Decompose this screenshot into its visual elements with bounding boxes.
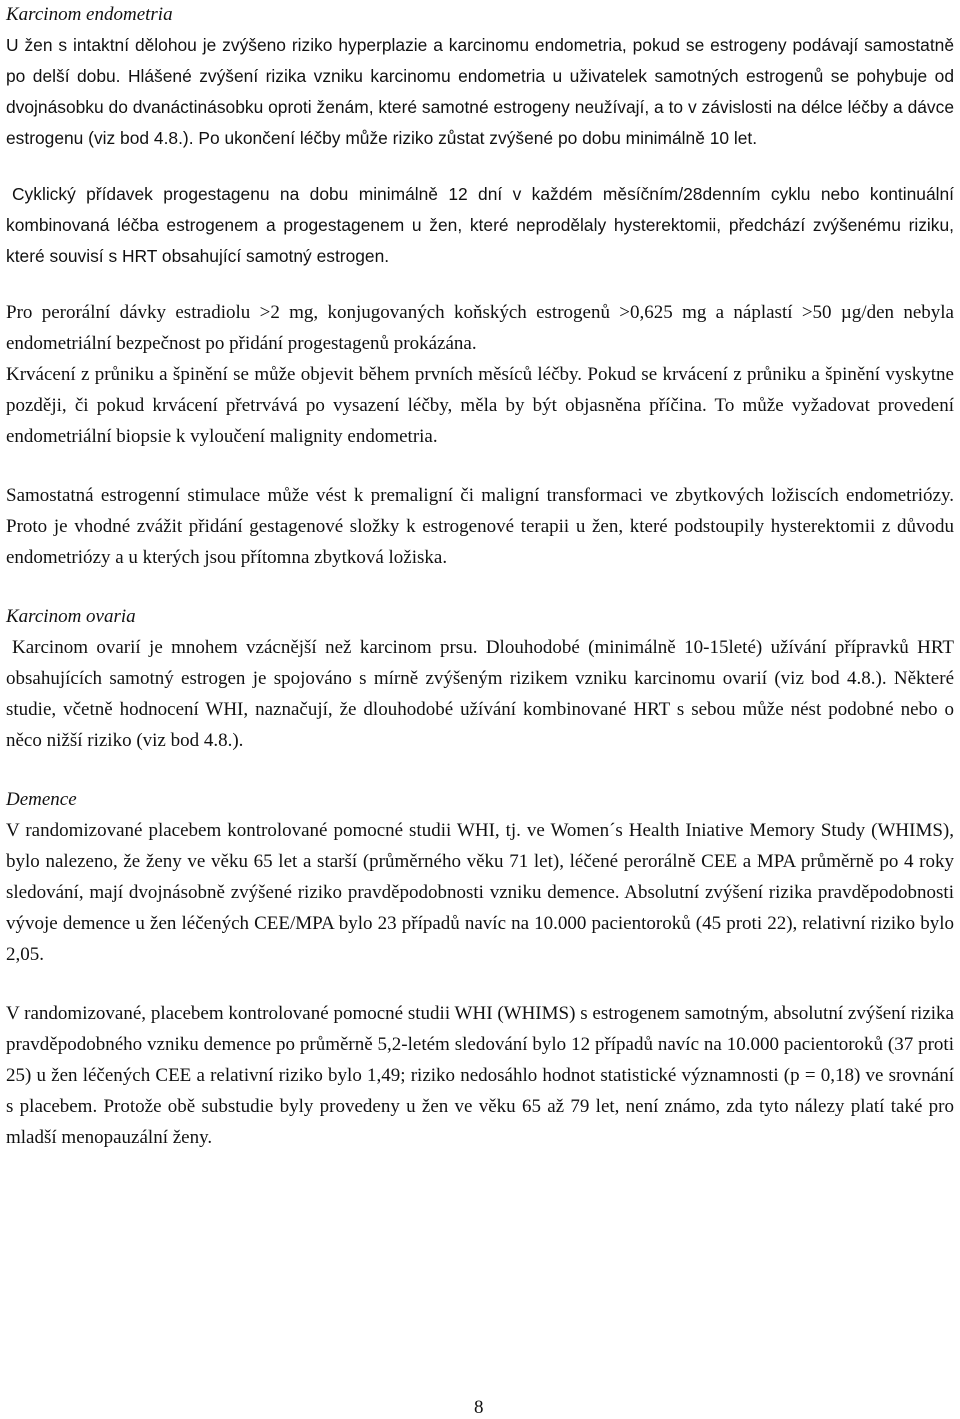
spacer [6, 272, 954, 297]
spacer [6, 756, 954, 784]
spacer [6, 452, 954, 480]
paragraph-bleeding: Krvácení z průniku a špinění se může objevit během prvních měsíců léčby. Pokud se krvácení z průniku a špinění vyskytne později, či pokud krvácení přetrvává po vysazení léčby, měla by být objasněna příčina. To může vyžadovat provedení endometriální biopsie k vyloučení malignity endometria. [6, 364, 954, 447]
heading-ovary: Karcinom ovaria [6, 606, 136, 627]
document-content [6, 0, 954, 1153]
heading-dementia: Demence [6, 789, 77, 810]
spacer [6, 573, 954, 601]
paragraph-ovary: Karcinom ovarií je mnohem vzácnější než karcinom prsu. Dlouhodobé (minimálně 10-15leté) užívání přípravků HRT obsahujících samotný estrogen je spojováno s mírně zvýšeným rizikem vzniku karcinomu ovarií (viz bod 4.8.). Některé studie, včetně hodnocení WHI, naznačují, že dlouhodobé užívání kombinované HRT s sebou může nést podobné nebo o něco nižší riziko (viz bod 4.8.). [6, 637, 954, 751]
page-number: 8 [474, 1397, 484, 1418]
heading-endometrium: Karcinom endometria [6, 4, 173, 25]
paragraph-endometriosis: Samostatná estrogenní stimulace může vést k premaligní či maligní transformaci ve zbytkových ložiscích endometriózy. Proto je vhodné zvážit přidání gestagenové složky k estrogenové terapii u žen, které podstoupily hysterektomii z důvodu endometriózy a u kterých jsou přítomna zbytková ložiska. [6, 485, 954, 568]
spacer [6, 970, 954, 998]
paragraph-endometrium-risk: U žen s intaktní dělohou je zvýšeno riziko hyperplazie a karcinomu endometria, pokud se estrogeny podávají samostatně po delší dobu. Hlášené zvýšení rizika vzniku karcinomu endometria u uživatelek samotných estrogenů se pohybuje od dvojnásobku do dvanáctinásobku oproti ženám, které samotné estrogeny neužívají, a to v závislosti na délce léčby a dávce estrogenu (viz bod 4.8.). Po ukončení léčby může riziko zůstat zvýšené po dobu minimálně 10 let. [6, 35, 954, 148]
paragraph-oral-doses: Pro perorální dávky estradiolu >2 mg, konjugovaných koňských estrogenů >0,625 mg a náplastí >50 µg/den nebyla endometriální bezpečnost po přidání progestagenů prokázána. [6, 302, 954, 354]
paragraph-whims-estrogen: V randomizované, placebem kontrolované pomocné studii WHI (WHIMS) s estrogenem samotným, absolutní zvýšení rizika pravděpodobného vzniku demence po průměrně 5,2-letém sledování bylo 12 případů navíc na 10.000 pacientoroků (37 proti 25) u žen léčených CEE a relativní riziko bylo 1,49; riziko nedosáhlo hodnot statistické významnosti (p = 0,18) ve srovnání s placebem. Protože obě substudie byly provedeny u žen ve věku 65 až 79 let, není známo, zda tyto nálezy platí také pro mladší menopauzální ženy. [6, 1003, 954, 1148]
spacer [6, 154, 954, 179]
paragraph-progestagen: Cyklický přídavek progestagenu na dobu minimálně 12 dní v každém měsíčním/28denním cyklu nebo kontinuální kombinovaná léčba estrogenem a progestagenem u žen, které neprodělaly hysterektomii, předchází zvýšenému riziku, které souvisí s HRT obsahující samotný estrogen. [6, 184, 954, 266]
paragraph-whims-combined: V randomizované placebem kontrolované pomocné studii WHI, tj. ve Women´s Health Iniative Memory Study (WHIMS), bylo nalezeno, že ženy ve věku 65 let a starší (průměrného věku 71 let), léčené perorálně CEE a MPA průměrně po 4 roky sledování, mají dvojnásobně zvýšené riziko pravděpodobnosti vzniku demence. Absolutní zvýšení rizika pravděpodobnosti vývoje demence u žen léčených CEE/MPA bylo 23 případů navíc na 10.000 pacientoroků (45 proti 22), relativní riziko bylo 2,05. [6, 820, 954, 965]
